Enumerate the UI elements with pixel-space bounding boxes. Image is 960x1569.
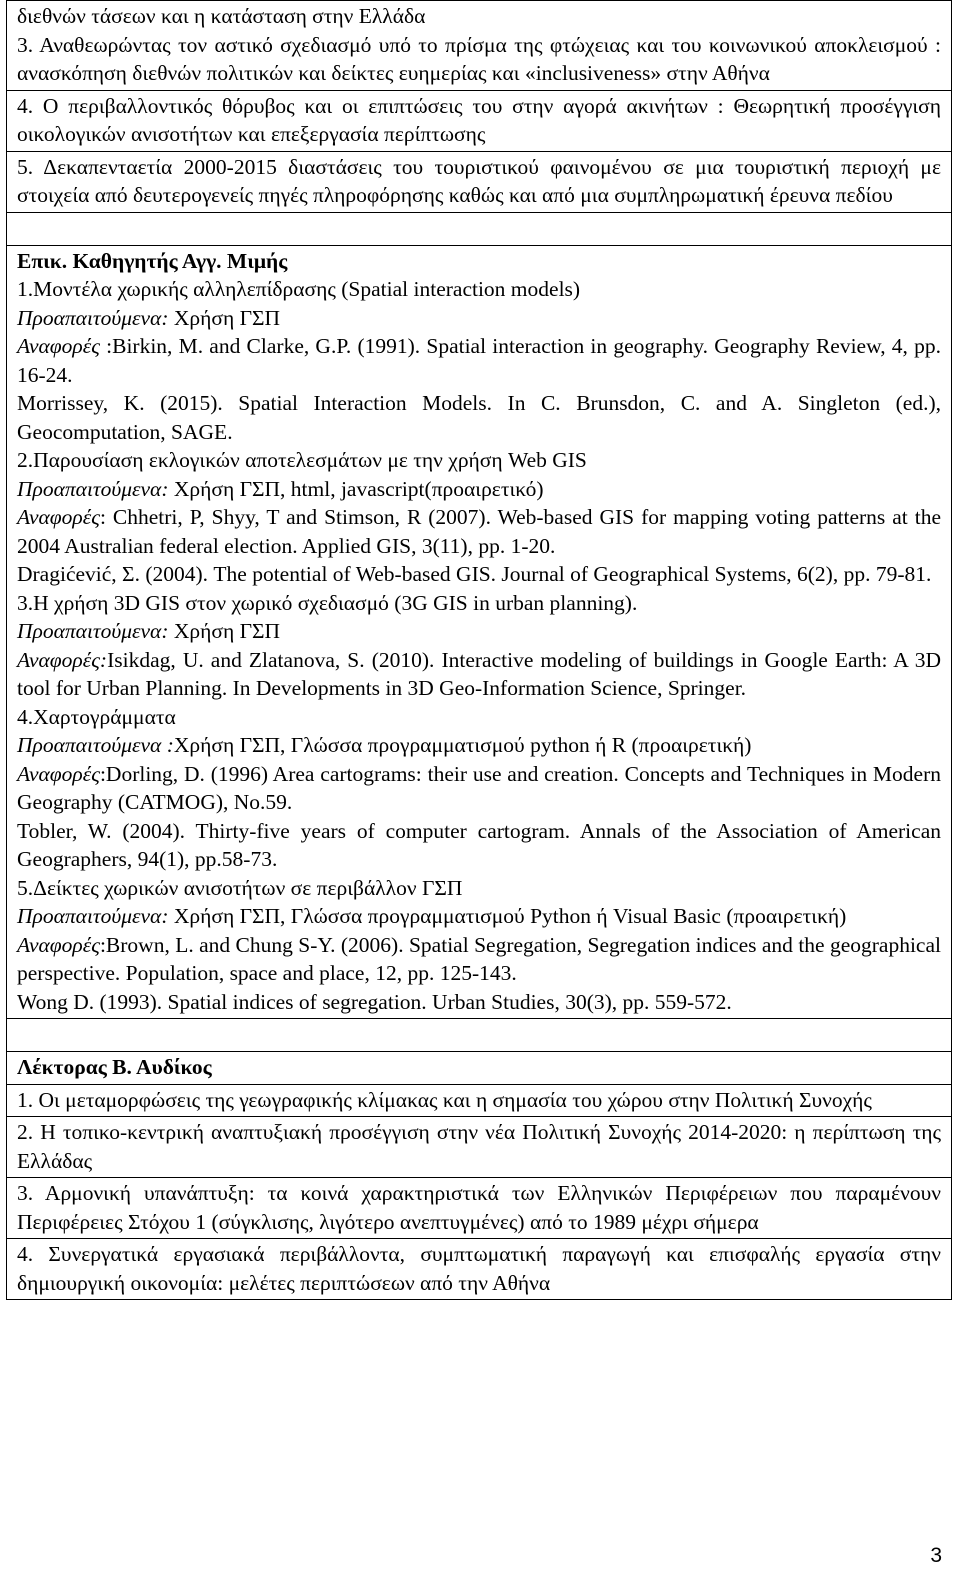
refs-label: Αναφορές bbox=[17, 761, 100, 786]
topic-title: 1.Μοντέλα χωρικής αλληλεπίδρασης (Spatial interaction models) bbox=[17, 277, 581, 301]
prereq-label: Προαπαιτούμενα : bbox=[17, 733, 174, 757]
thesis-topics-table bbox=[6, 0, 952, 1300]
table-row bbox=[7, 151, 952, 212]
reference-text: :Birkin, M. and Clarke, G.P. (1991). Spatial interaction in geography. Geography Review, 4, pp. 16-24. bbox=[17, 334, 941, 387]
reference bbox=[17, 503, 941, 560]
refs-label: Αναφορές bbox=[17, 932, 100, 957]
list-item: 2. Η τοπικο-κεντρική αναπτυξιακή προσέγγιση στην νέα Πολιτική Συνοχής 2014-2020: η περίπτωση της Ελλάδας bbox=[17, 1120, 941, 1173]
prereq-text: Χρήση ΓΣΠ, html, javascript(προαιρετικό) bbox=[168, 476, 544, 501]
reference bbox=[17, 760, 941, 817]
page-number: 3 bbox=[930, 1544, 942, 1567]
prerequisites bbox=[17, 304, 941, 333]
prereq-text: Χρήση ΓΣΠ, Γλώσσα προγραμματισμού python ή R (προαιρετική) bbox=[173, 733, 752, 757]
refs-label: Αναφορές bbox=[17, 334, 100, 358]
empty-cell bbox=[7, 1019, 952, 1052]
prereq-text: Χρήση ΓΣΠ bbox=[168, 619, 281, 643]
table-row bbox=[7, 1178, 952, 1239]
topic-cell bbox=[7, 1117, 952, 1178]
reference: Morrissey, K. (2015). Spatial Interaction Models. In C. Brunsdon, C. and A. Singleton (ed.), Geocomputation, SAGE. bbox=[17, 391, 941, 444]
reference-text: :Dorling, D. (1996) Area cartograms: their use and creation. Concepts and Techniques in Modern Geography (CATMOG), No.59. bbox=[17, 761, 941, 814]
prerequisites bbox=[17, 902, 941, 931]
refs-label: Αναφορές: bbox=[17, 647, 108, 672]
reference: Wong D. (1993). Spatial indices of segregation. Urban Studies, 30(3), pp. 559-572. bbox=[17, 989, 732, 1014]
prerequisites bbox=[17, 475, 941, 504]
list-item: 1. Οι μεταμορφώσεις της γεωγραφικής κλίμακας και η σημασία του χώρου στην Πολιτική Συνοχής bbox=[17, 1087, 872, 1112]
topic-cell bbox=[7, 151, 952, 212]
topic-cell bbox=[7, 1239, 952, 1300]
table-row bbox=[7, 1, 952, 91]
teacher-heading-cell bbox=[7, 1052, 952, 1085]
teacher-section-cell bbox=[7, 245, 952, 1019]
prereq-label: Προαπαιτούμενα: bbox=[17, 476, 169, 501]
prereq-label: Προαπαιτούμενα: bbox=[17, 305, 169, 330]
topic-title: 5.Δείκτες χωρικών ανισοτήτων σε περιβάλλον ΓΣΠ bbox=[17, 875, 463, 900]
reference: Dragićević, Σ. (2004). The potential of Web-based GIS. Journal of Geographical Systems, 6(2), pp. 79-81. bbox=[17, 562, 932, 586]
teacher-name: Επικ. Καθηγητής Αγγ. Μιμής bbox=[17, 248, 288, 273]
topic-cell bbox=[7, 1, 952, 91]
list-item: 4. Συνεργατικά εργασιακά περιβάλλοντα, συμπτωματική παραγωγή και επισφαλής εργασία στην δημιουργική οικονομία: μελέτες περιπτώσεων από την Αθήνα bbox=[17, 1242, 941, 1295]
empty-cell bbox=[7, 212, 952, 245]
topic-title: 4.Χαρτογράμματα bbox=[17, 704, 176, 729]
list-item: 4. Ο περιβαλλοντικός θόρυβος και οι επιπτώσεις του στην αγορά ακινήτων : Θεωρητική προσέγγιση οικολογικών ανισοτήτων και επεξεργασία περίπτωσης bbox=[17, 93, 941, 146]
reference: Tobler, W. (2004). Thirty-five years of computer cartogram. Annals of the Association of American Geographers, 94(1), pp.58-73. bbox=[17, 818, 941, 871]
prerequisites bbox=[17, 617, 941, 646]
reference bbox=[17, 931, 941, 988]
topic-cell bbox=[7, 90, 952, 151]
table-row bbox=[7, 1084, 952, 1117]
topic-title: 2.Παρουσίαση εκλογικών αποτελεσμάτων με την χρήση Web GIS bbox=[17, 448, 587, 472]
reference bbox=[17, 332, 941, 389]
reference bbox=[17, 646, 941, 703]
list-item: 3. Αρμονική υπανάπτυξη: τα κοινά χαρακτηριστικά των Ελληνικών Περιφέρειων που παραμένουν Περιφέρειες Στόχου 1 (σύγκλισης, λιγότερο ανεπτυγμένες) από το 1989 μέχρι σήμερα bbox=[17, 1181, 941, 1234]
list-item: 5. Δεκαπενταετία 2000-2015 διαστάσεις του τουριστικού φαινομένου σε μια τουριστική περιοχή με στοιχεία από δευτερογενείς πηγές πληροφόρησης καθώς και από μια συμπληρωματική έρευνα πεδίου bbox=[17, 154, 941, 207]
prereq-label: Προαπαιτούμενα: bbox=[17, 619, 169, 643]
table-row bbox=[7, 212, 952, 245]
table-row bbox=[7, 90, 952, 151]
reference-text: Isikdag, U. and Zlatanova, S. (2010). Interactive modeling of buildings in Google Earth: A 3D tool for Urban Planning. In Developments in 3D Geo-Information Science, Springer. bbox=[17, 647, 941, 700]
table-row bbox=[7, 1052, 952, 1085]
teacher-name: Λέκτορας Β. Αυδίκος bbox=[17, 1055, 212, 1079]
table-row bbox=[7, 1019, 952, 1052]
continued-text: διεθνών τάσεων και η κατάσταση στην Ελλάδα bbox=[17, 4, 426, 28]
topic-title: 3.Η χρήση 3D GIS στον χωρικό σχεδιασμό (3G GIS in urban planning). bbox=[17, 590, 638, 615]
prereq-text: Χρήση ΓΣΠ, Γλώσσα προγραμματισμού Python ή Visual Basic (προαιρετική) bbox=[168, 904, 847, 928]
table-row bbox=[7, 1117, 952, 1178]
reference-text: :Brown, L. and Chung S-Y. (2006). Spatial Segregation, Segregation indices and the geographical perspective. Population, space and place, 12, pp. 125-143. bbox=[17, 932, 941, 985]
topic-cell bbox=[7, 1178, 952, 1239]
reference-text: : Chhetri, P, Shyy, T and Stimson, R (2007). Web-based GIS for mapping voting patterns at the 2004 Australian federal election. Applied GIS, 3(11), pp. 1-20. bbox=[17, 505, 941, 558]
prereq-label: Προαπαιτούμενα: bbox=[17, 904, 169, 928]
table-row bbox=[7, 1239, 952, 1300]
prereq-text: Χρήση ΓΣΠ bbox=[168, 305, 281, 330]
prerequisites bbox=[17, 731, 941, 760]
topic-cell bbox=[7, 1084, 952, 1117]
list-item: 3. Αναθεωρώντας τον αστικό σχεδιασμό υπό το πρίσμα της φτώχειας και του κοινωνικού αποκλεισμού : ανασκόπηση διεθνών πολιτικών και δείκτες ευημερίας και «inclusiveness» στην Αθήνα bbox=[17, 32, 941, 85]
refs-label: Αναφορές bbox=[17, 505, 100, 529]
table-row bbox=[7, 245, 952, 1019]
